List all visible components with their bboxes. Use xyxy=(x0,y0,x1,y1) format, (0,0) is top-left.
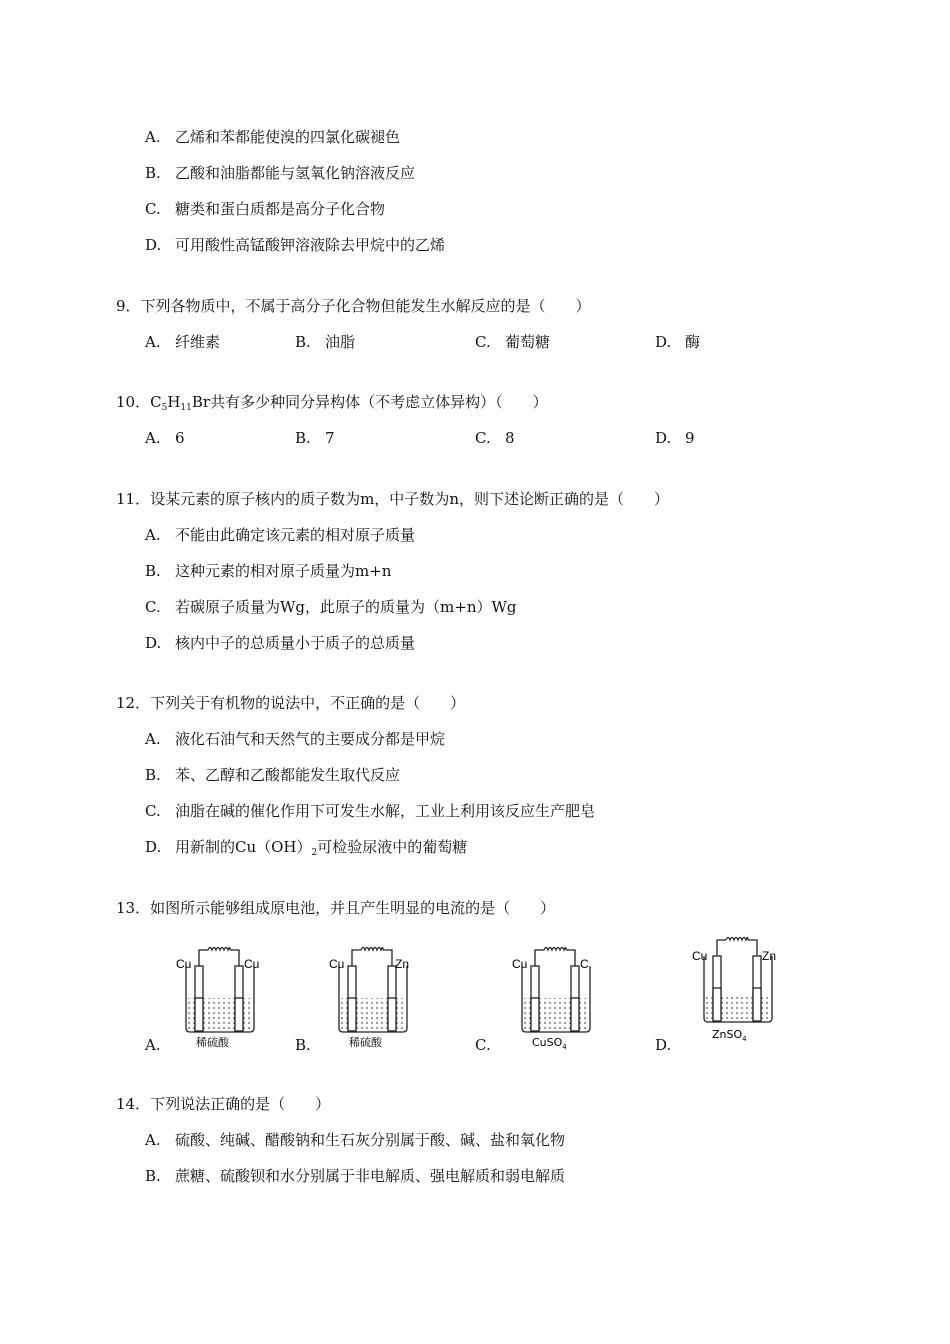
option-letter: C. xyxy=(475,429,491,447)
q12-option-b xyxy=(145,765,400,785)
electrode-right-label: C xyxy=(580,957,589,971)
q9-option-a xyxy=(145,332,220,352)
option-text: 8 xyxy=(505,429,515,447)
option-text: 酶 xyxy=(685,333,701,351)
q12-option-a xyxy=(145,729,445,749)
q10-option-c xyxy=(475,428,515,448)
q10-option-d xyxy=(655,428,695,448)
electrode-left-label: Cu xyxy=(329,957,345,971)
option-text: 7 xyxy=(325,429,335,447)
option-text: 这种元素的相对原子质量为m+n xyxy=(175,562,392,580)
q10-option-b xyxy=(295,428,335,448)
q9-option-b xyxy=(295,332,355,352)
option-letter: D. xyxy=(655,333,672,351)
q13-option-d-letter: D. xyxy=(655,1036,672,1054)
q12-stem: 12．下列关于有机物的说法中，不正确的是（ ） xyxy=(116,694,466,712)
q8-option-a xyxy=(145,127,400,147)
option-letter: D. xyxy=(655,429,672,447)
q14-stem: 14．下列说法正确的是（ ） xyxy=(116,1095,331,1113)
option-text: 不能由此确定该元素的相对原子质量 xyxy=(175,526,416,544)
q13-stem: 13．如图所示能够组成原电池，并且产生明显的电流的是（ ） xyxy=(116,899,556,917)
option-letter: C. xyxy=(145,802,161,820)
q11-option-b xyxy=(145,561,391,581)
q13-option-a-letter: A. xyxy=(145,1036,161,1054)
option-text: 核内中子的总质量小于质子的总质量 xyxy=(175,634,416,652)
option-text: 6 xyxy=(175,429,185,447)
option-letter: A. xyxy=(145,429,161,447)
option-text: 糖类和蛋白质都是高分子化合物 xyxy=(175,200,386,218)
electrode-right-label: Zn xyxy=(395,957,410,971)
galvanic-cell-b-diagram xyxy=(325,936,421,1052)
option-letter: B. xyxy=(145,1167,161,1185)
electrode-right-label: Cu xyxy=(244,957,260,971)
option-letter: C. xyxy=(475,333,491,351)
option-letter: C. xyxy=(145,598,161,616)
option-letter: D. xyxy=(145,838,162,856)
q8-option-d xyxy=(145,235,445,255)
q10-option-a xyxy=(145,428,185,448)
q13-option-c-letter: C. xyxy=(475,1036,491,1054)
q14-option-b xyxy=(145,1166,565,1186)
option-letter: B. xyxy=(145,164,161,182)
option-text: 乙酸和油脂都能与氢氧化钠溶液反应 xyxy=(175,164,416,182)
q8-option-c xyxy=(145,199,385,219)
electrode-right-label: Zn xyxy=(762,949,777,963)
option-letter: C. xyxy=(145,200,161,218)
option-text: 纤维素 xyxy=(175,333,221,351)
q14-option-a xyxy=(145,1130,565,1150)
stem-text: 共有多少种同分异构体（不考虑立体异构）（ ） xyxy=(210,393,548,411)
solution-label: 稀硫酸 xyxy=(196,1036,229,1049)
option-letter: A. xyxy=(145,333,161,351)
formula: $C_5H_{11}Br$ xyxy=(150,393,211,413)
solution-label: ZnSO$_4$ xyxy=(712,1028,747,1043)
option-text: 液化石油气和天然气的主要成分都是甲烷 xyxy=(175,730,446,748)
solution-label: CuSO$_4$ xyxy=(532,1036,567,1051)
q9-option-d xyxy=(655,332,700,352)
option-text: 苯、乙醇和乙酸都能发生取代反应 xyxy=(175,766,401,784)
option-letter: A. xyxy=(145,730,161,748)
q11-option-c xyxy=(145,597,517,617)
q11-option-a xyxy=(145,525,415,545)
question-number: 10． xyxy=(116,393,151,411)
galvanic-cell-c-diagram xyxy=(508,936,604,1052)
option-letter: B. xyxy=(145,766,161,784)
option-text: 油脂在碱的催化作用下可发生水解，工业上利用该反应生产肥皂 xyxy=(175,802,596,820)
galvanic-cell-a-diagram xyxy=(172,936,268,1052)
q12-option-c xyxy=(145,801,595,821)
solution-label: 稀硫酸 xyxy=(349,1036,382,1049)
electrode-left-label: Cu xyxy=(692,949,708,963)
electrode-left-label: Cu xyxy=(176,957,192,971)
q10-stem xyxy=(116,392,548,418)
electrode-left-label: Cu xyxy=(512,957,528,971)
q12-option-d xyxy=(145,837,467,863)
option-text: 9 xyxy=(685,429,695,447)
q11-stem: 11．设某元素的原子核内的质子数为m，中子数为n，则下述论断正确的是（ ） xyxy=(116,490,669,508)
option-text: 若碳原子质量为Wg，此原子的质量为（m+n）Wg xyxy=(175,598,517,616)
option-text: 用新制的$Cu(OH)_2$可检验尿液中的葡萄糖 xyxy=(175,838,468,858)
q9-stem: 9．下列各物质中，不属于高分子化合物但能发生水解反应的是（ ） xyxy=(116,297,591,315)
option-text: 可用酸性高锰酸钾溶液除去甲烷中的乙烯 xyxy=(175,236,446,254)
option-text: 乙烯和苯都能使溴的四氯化碳褪色 xyxy=(175,128,401,146)
option-letter: B. xyxy=(295,333,311,351)
option-letter: A. xyxy=(145,526,161,544)
option-text: 蔗糖、硫酸钡和水分别属于非电解质、强电解质和弱电解质 xyxy=(175,1167,566,1185)
option-letter: B. xyxy=(295,429,311,447)
galvanic-cell-d-diagram xyxy=(690,926,786,1046)
q8-option-b xyxy=(145,163,415,183)
option-letter: B. xyxy=(145,562,161,580)
option-text: 硫酸、纯碱、醋酸钠和生石灰分别属于酸、碱、盐和氧化物 xyxy=(175,1131,566,1149)
option-letter: D. xyxy=(145,236,162,254)
option-letter: A. xyxy=(145,1131,161,1149)
option-letter: A. xyxy=(145,128,161,146)
option-text: 葡萄糖 xyxy=(505,333,551,351)
option-letter: D. xyxy=(145,634,162,652)
q13-option-b-letter: B. xyxy=(295,1036,311,1054)
option-text: 油脂 xyxy=(325,333,356,351)
q9-option-c xyxy=(475,332,550,352)
q11-option-d xyxy=(145,633,415,653)
